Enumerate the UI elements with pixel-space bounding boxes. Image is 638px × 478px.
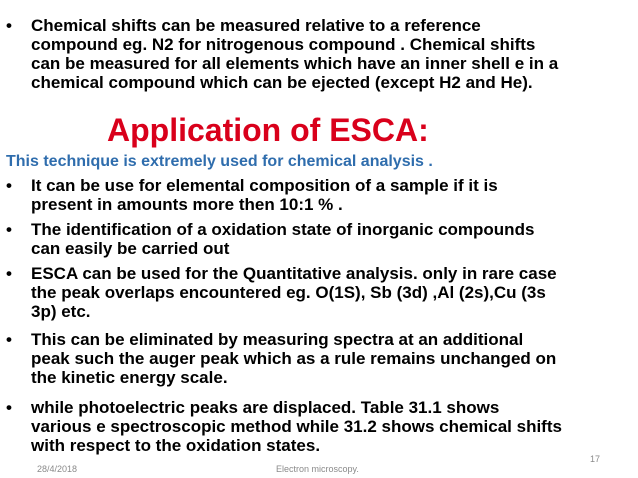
bullet-auger-peak (6, 330, 626, 390)
bullet-line: while photoelectric peaks are displaced. Table 31.1 shows (31, 398, 500, 417)
bullet-elemental-composition (6, 176, 626, 216)
bullet-line: peak such the auger peak which as a rule remains unchanged on (31, 349, 557, 368)
bullet-line: the peak overlaps encountered eg. O(1S), Sb (3d) ,Al (2s),Cu (3s (31, 283, 546, 302)
bullet-oxidation-state (6, 220, 626, 260)
bullet-dot-icon: • (6, 16, 12, 35)
page-number: 17 (590, 454, 601, 464)
bullet-line: can easily be carried out (31, 239, 230, 258)
bullet-dot-icon: • (6, 398, 12, 417)
bullet-photoelectric-peaks (6, 398, 626, 458)
bullet-line: present in amounts more then 10:1 % . (31, 195, 343, 214)
intro-text: This technique is extremely used for chemical analysis . (6, 153, 433, 170)
bullet-text (31, 398, 562, 455)
bullet-line: 3p) etc. (31, 302, 91, 321)
bullet-chemical-shifts (6, 16, 626, 96)
bullet-line: chemical compound which can be ejected (except H2 and He). (31, 73, 533, 92)
bullet-text (31, 264, 557, 321)
bullet-dot-icon: • (6, 330, 12, 349)
bullet-line: with respect to the oxidation states. (31, 436, 321, 455)
bullet-text (31, 16, 558, 92)
bullet-line: This can be eliminated by measuring spectra at an additional (31, 330, 524, 349)
bullet-line: can be measured for all elements which have an inner shell e in a (31, 54, 559, 73)
bullet-line: various e spectroscopic method while 31.2 shows chemical shifts (31, 417, 562, 436)
bullet-line: The identification of a oxidation state of inorganic compounds (31, 220, 535, 239)
bullet-quantitative-analysis (6, 264, 626, 324)
bullet-dot-icon: • (6, 220, 12, 239)
bullet-text (31, 176, 498, 214)
bullet-dot-icon: • (6, 176, 12, 195)
section-heading: Application of ESCA: (107, 112, 429, 148)
footer-date: 28/4/2018 (37, 464, 78, 474)
bullet-dot-icon: • (6, 264, 12, 283)
footer-title: Electron microscopy. (276, 464, 359, 474)
bullet-line: the kinetic energy scale. (31, 368, 228, 387)
bullet-line: compound eg. N2 for nitrogenous compound . Chemical shifts (31, 35, 536, 54)
bullet-line: It can be use for elemental composition of a sample if it is (31, 176, 498, 195)
bullet-text (31, 220, 534, 258)
bullet-line: ESCA can be used for the Quantitative analysis. only in rare case (31, 264, 557, 283)
bullet-text (31, 330, 556, 387)
bullet-line: Chemical shifts can be measured relative to a reference (31, 16, 481, 35)
